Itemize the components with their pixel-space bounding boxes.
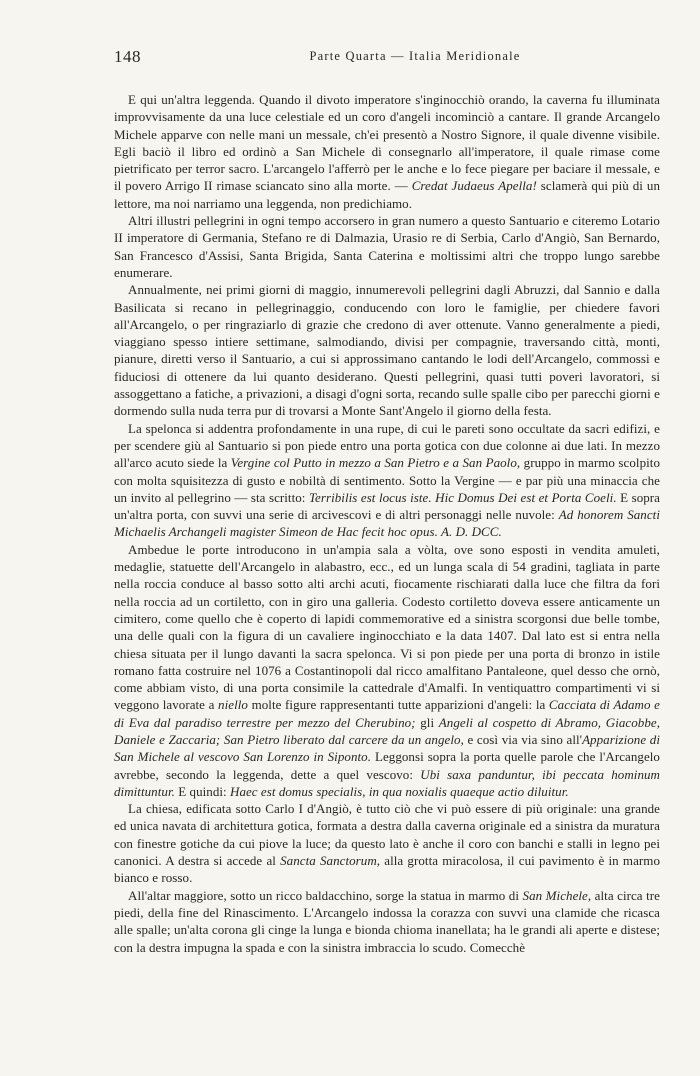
paragraph — [114, 91, 660, 212]
text-run: La chiesa, edificata sotto Carlo I d'Angiò, è tutto ciò che vi può essere di più originale: una grande ed unica navata di architettura gotica, formata a destra dalla caverna originale ed a sinistra da muratura con finestre gotiche da cui piove la luce; da questo lato è anche il coro con banchi e stalli in legno pei canonici. A destra si accede al — [114, 801, 660, 869]
text-run: Altri illustri pellegrini in ogni tempo accorsero in gran numero a questo Santuario e citeremo Lotario II imperatore di Germania, Stefano re di Dalmazia, Urasio re di Serbia, Carlo d'Angiò, San Bernardo, San Francesco d'Assisi, Santa Brigida, Santa Caterina e moltissimi altri che troppo lungo sarebbe enumerare. — [114, 213, 660, 280]
text-run: gli — [415, 714, 439, 730]
page-number: 148 — [114, 47, 141, 66]
text-run: sclamerà qui più di un lettore, ma noi narriamo una leggenda, non predichiamo. — [114, 178, 660, 211]
text-run: molte figure rappresentanti tutte apparizioni d'angeli: la — [247, 697, 549, 713]
text-run: , alta circa tre piedi, della fine del Rinascimento. L'Arcangelo indossa la corazza con suvvi una clamide che ricasca alle spalle; un'alta corona gli cinge la lunga e bionda chioma inanellata; ha le grandi ali aperte e distese; con la destra impugna la spada e con la sinistra imbraccia lo scudo. Comecchè — [114, 887, 660, 955]
paragraph — [114, 887, 660, 956]
italic-text: Angeli al cospetto di Abramo, Giacobbe, Daniele e Zaccaria; San Pietro liberato dal carcere da un angelo — [114, 714, 660, 747]
italic-text: Ad honorem Sancti Michaelis Archangeli magister Simeon de Hac fecit hoc opus. A. D. DCC. — [114, 507, 660, 540]
text-run: , alla grotta miracolosa, il cui pavimento è in marmo bianco e rosso. — [114, 853, 660, 886]
italic-text: Sancta Sanctorum — [280, 853, 377, 869]
paragraph — [114, 281, 660, 419]
text-run: , e così via via sino all' — [460, 731, 583, 747]
text-run: E sopra un'altra porta, con suvvi una serie di arcivescovi e di altri personaggi nelle nuvole: — [114, 489, 661, 523]
text-run: La spelonca si addentra profondamente in una rupe, di cui le pareti sono occultate da sacri edifizi, e per scendere giù al Santuario si pon piede entro una porta gotica con due colonne ai due lati. In mezzo all'arco acuto siede la — [114, 420, 660, 471]
body-text — [114, 91, 660, 956]
italic-text: Haec est domus specialis, in qua noxialis quaeque actio diluitur. — [230, 783, 569, 799]
text-run: E qui un'altra leggenda. Quando il divoto imperatore s'inginocchiò orando, la caverna fu illuminata improvvisamente da una luce celestiale ed un coro d'angeli incominciò a cantare. Il grande Arcangelo Michele apparve con nelle mani un messale, ch'ei presentò a Nostro Signore, il quale divenne visibile. Egli baciò il libro ed ordinò a San Michele di consegnarlo all'imperatore, il quale rimase come pietrificato per terror sacro. L'arcangelo l'afferrò per le anche e lo fece piegare per baciare il messale, e il povero Arrigo II rimase sciancato sino alla morte. — — [114, 92, 660, 194]
italic-text: Credat Judaeus Apella! — [411, 178, 537, 194]
italic-text: Terribilis est locus iste. Hic Domus Dei est et Porta Coeli. — [308, 489, 617, 505]
running-title: Parte Quarta — Italia Meridionale — [309, 49, 521, 63]
paragraph — [114, 212, 660, 281]
italic-text: San Michele — [522, 887, 588, 903]
italic-text: Apparizione di San Michele al vescovo San Lorenzo in Siponto. — [114, 731, 661, 765]
text-run: E quindi: — [174, 783, 230, 799]
paragraph — [114, 800, 660, 886]
text-run: Annualmente, nei primi giorni di maggio, innumerevoli pellegrini dagli Abruzzi, dal Sannio e dalla Basilicata si recano in pellegrinaggio, conducendo con loro le famiglie, per chiedere favori all'Arcangelo, o per ringraziarlo di grazie che credono di aver ottenute. Vanno generalmente a piedi, viaggiano spesso intiere settimane, salmodiando, divisi per compagnie, traversando città, monti, pianure, diretti verso il Santuario, a cui si approssimano cantando le lodi dell'Arcangelo, commossi e fiduciosi di ottenere da lui quanto desiderano. Questi pellegrini, quasi tutti poveri lavoratori, si assoggettano a fatiche, a privazioni, a disagi d'ogni sorta, recando sulle spalle cibo per parecchi giorni e dormendo sulla nuda terra pur di trovarsi a Monte Sant'Angelo il giorno della festa. — [114, 282, 660, 419]
running-head — [114, 47, 660, 69]
text-run: , gruppo in marmo scolpito con molta squisitezza di gusto e nobiltà di sentimento. Sotto la Vergine — e par più una minaccia che un invito al pellegrino — sta scritto: — [114, 455, 660, 505]
text-run: All'altar maggiore, sotto un ricco baldacchino, sorge la statua in marmo di — [128, 887, 523, 903]
text-run: Leggonsi sopra la porta quelle parole che l'Arcangelo avrebbe, secondo la leggenda, dette a quel vescovo: — [114, 749, 660, 782]
italic-text: Cacciata di Adamo e di Eva dal paradiso terrestre per mezzo del Cherubino; — [114, 697, 660, 730]
paragraph — [114, 541, 660, 800]
italic-text: Vergine col Putto in mezzo a San Pietro e a San Paolo — [230, 455, 517, 471]
paragraph — [114, 420, 660, 541]
text-run: Ambedue le porte introducono in un'ampia sala a vòlta, ove sono esposti in vendita amuleti, medaglie, statuette dell'Arcangelo in alabastro, ecc., ed un lunga scala di 54 gradini, tagliata in parte nella roccia conduce al basso sotto alti archi acuti, fiocamente rischiarati dalla luce che filtra da fori nella roccia ad un cortiletto, con in giro una galleria. Codesto cortiletto doveva essere anticamente un cimitero, come quello che è coperto di lapidi commemorative ed a sinistra scorgonsi due belle tombe, una delle quali con la figura di un cavaliere inginocchiato e la data 1407. Dal lato est si entra nella chiesa situata per il lungo davanti la sacra spelonca. Vi si pon piede per una porta di bronzo in istile romano fatta costruire nel 1076 a Costantinopoli dal ricco amalfitano Pantaleone, quel desso che ornò, come abbiam visto, di una porta consimile la cattedrale d'Amalfi. In ventiquattro compartimenti vi si veggono lavorate a — [114, 541, 660, 713]
italic-text: niello — [218, 697, 248, 713]
italic-text: Ubi saxa panduntur, ibi peccata hominum dimittuntur. — [114, 766, 660, 799]
